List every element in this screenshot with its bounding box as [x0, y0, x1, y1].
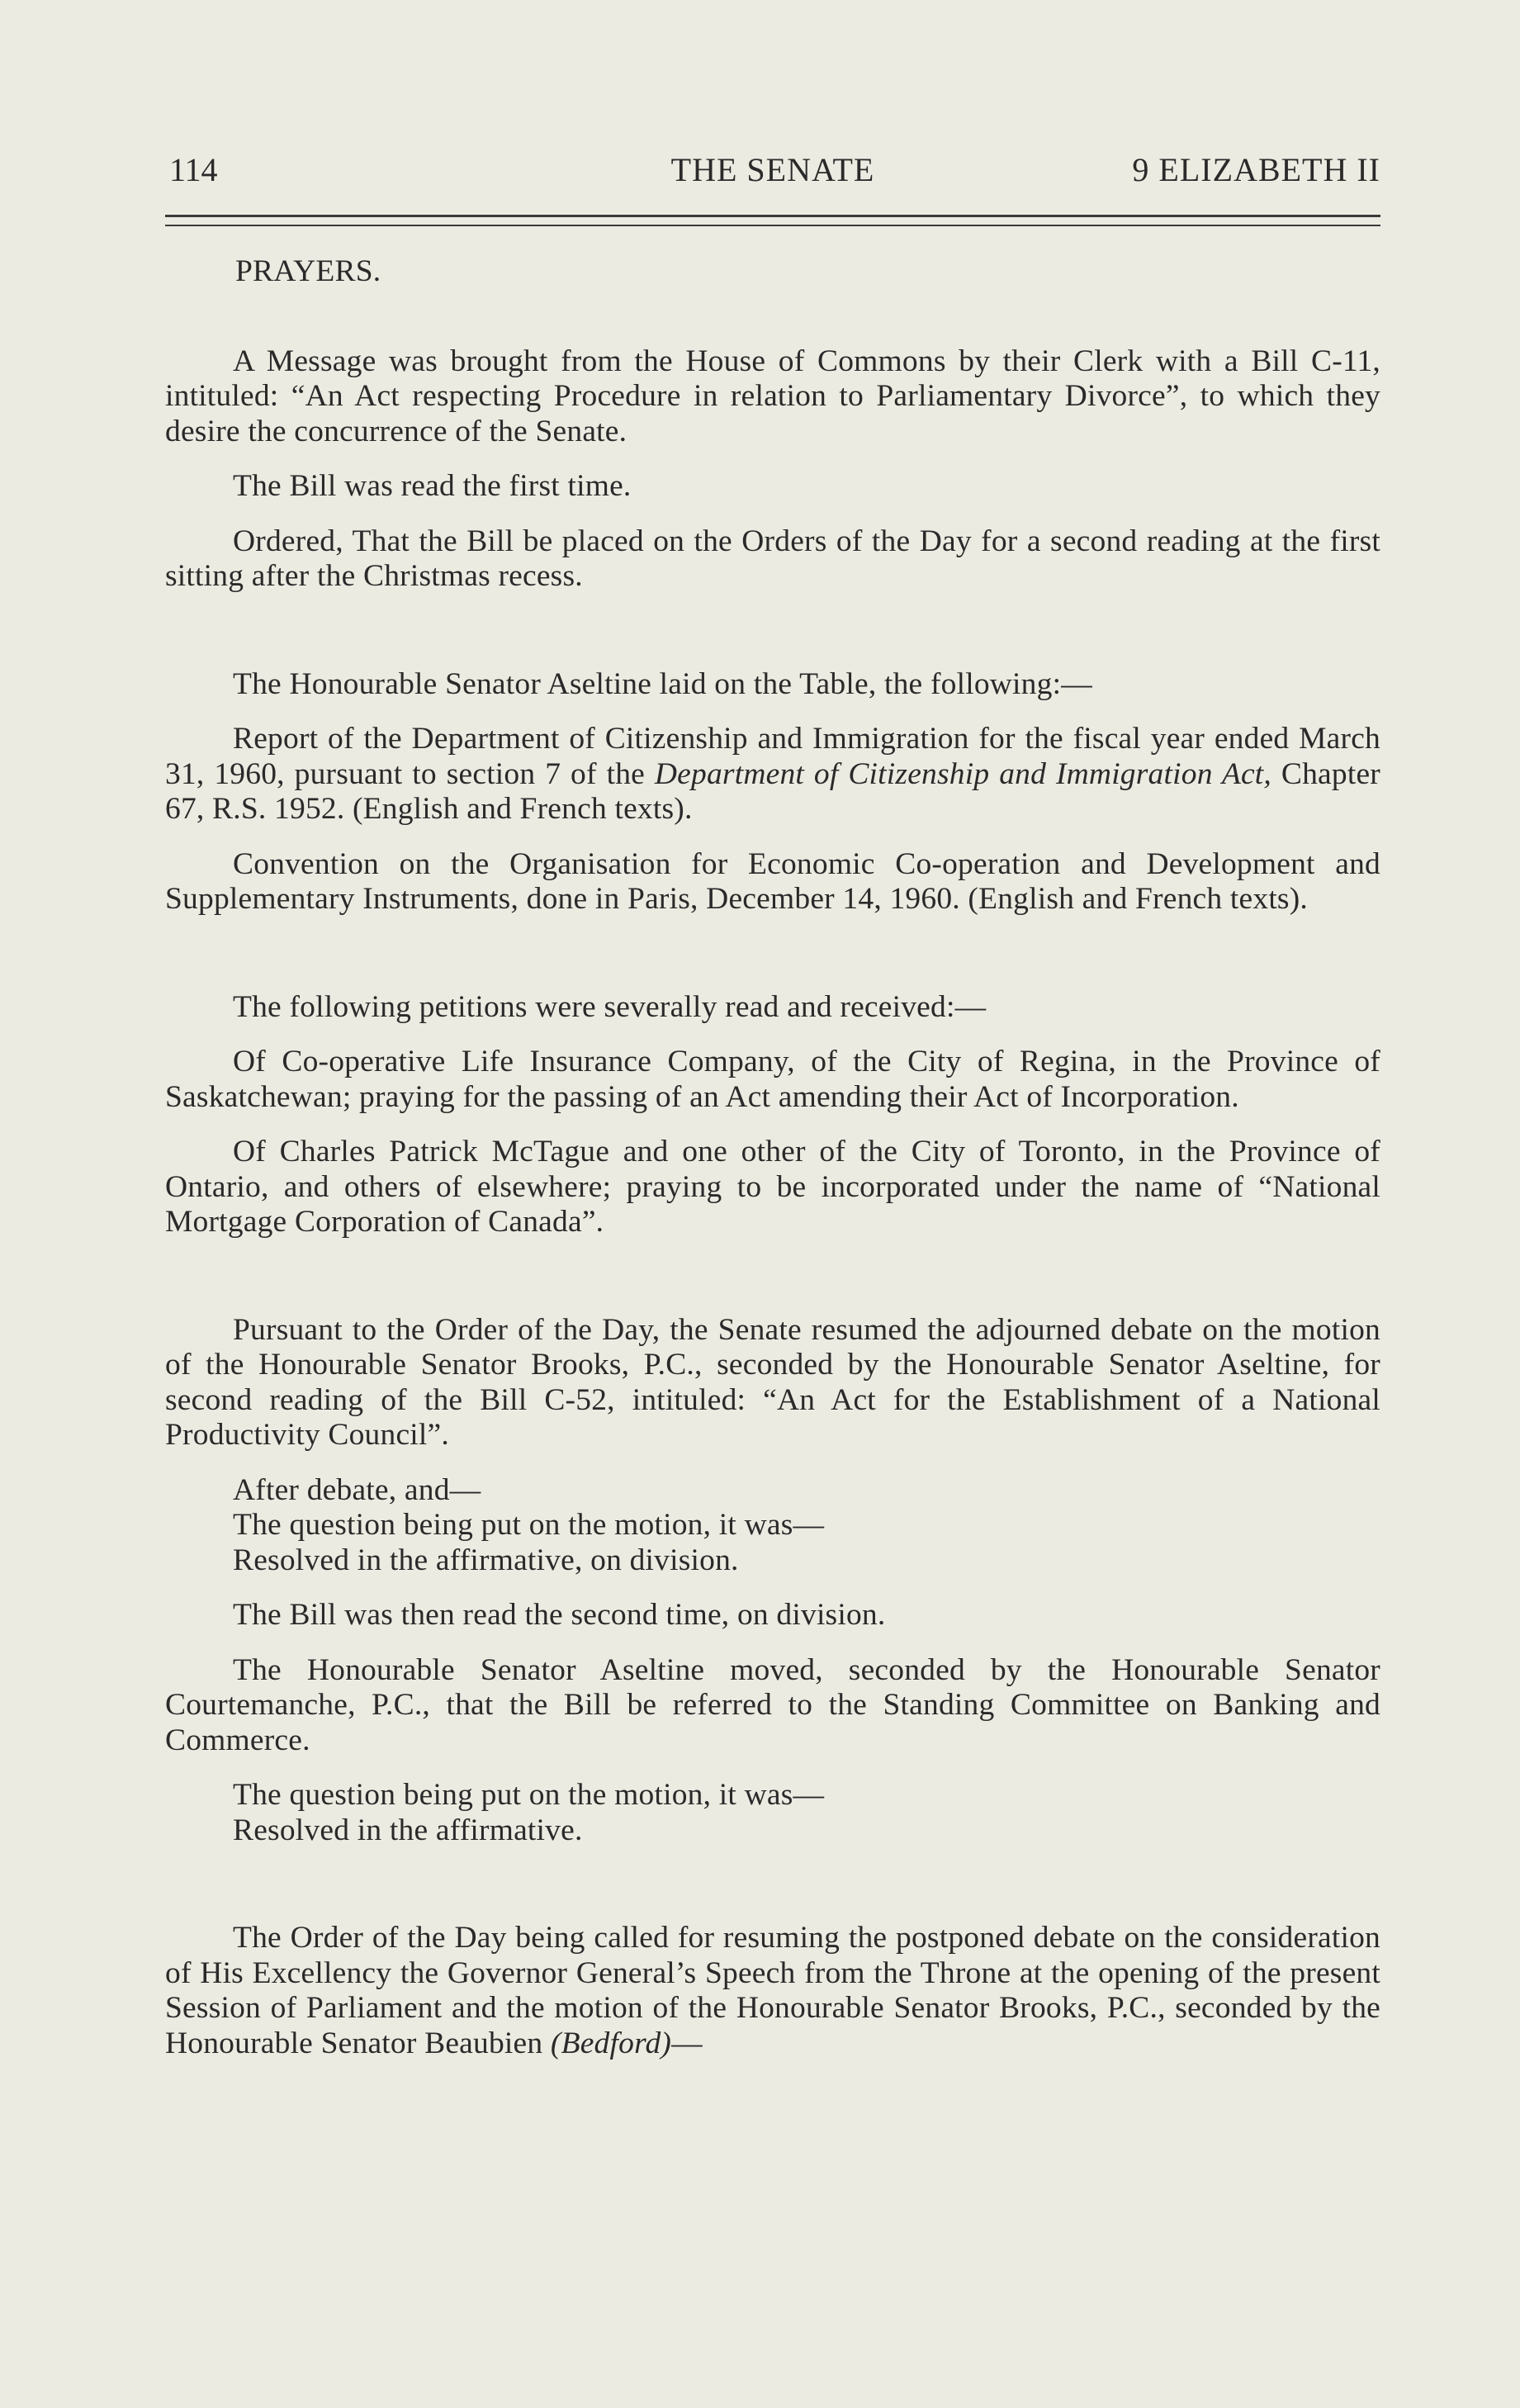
page-number: 114: [169, 151, 218, 188]
running-header: [165, 140, 1380, 198]
ordered-paragraph: Ordered, That the Bill be placed on the Orders of the Day for a second reading at the first sitting after the Christmas recess.: [165, 524, 1380, 593]
report-act-title: Department of Citizenship and Immigration Act,: [654, 756, 1271, 791]
report-text-a: Report of the Department of Citizenship and Immigration for the fiscal year ended March 31, 1960, pursuant to section 7 of the: [165, 722, 1380, 791]
header-double-rule: [165, 215, 1380, 226]
report-text-b: Chapter 67, R.S. 1952. (English and French texts).: [165, 756, 1380, 826]
petition-item: Of Co-operative Life Insurance Company, of the City of Regina, in the Province of Saskatchewan; praying for the passing of an Act amending their Act of Incorporation.: [165, 1045, 1380, 1114]
report-paragraph: [165, 722, 1380, 827]
referral-motion-paragraph: The Honourable Senator Aseltine moved, seconded by the Honourable Senator Courtemanche, P.C., that the Bill be referred to the Standing Committee on Banking and Commerce.: [165, 1652, 1380, 1757]
convention-paragraph: Convention on the Organisation for Economic Co-operation and Development and Supplementary Instruments, done in Paris, December 14, 1960. (English and French texts).: [165, 846, 1380, 916]
journal-body: [165, 254, 1380, 2061]
journal-page: [165, 140, 1380, 2061]
page-title: THE SENATE: [670, 151, 875, 188]
order-text-a: The Order of the Day being called for resuming the postponed debate on the consideration of His Excellency the Governor General’s Speech from the Throne at the opening of the present Session of Parliament and the motion of the Honourable Senator Brooks, P.C., seconded by the Honourable Senator Beaubien: [165, 1921, 1380, 2060]
question-put-line: The question being put on the motion, it was—: [233, 1778, 825, 1812]
tabled-intro: The Honourable Senator Aseltine laid on the Table, the following:—: [233, 666, 1092, 701]
after-debate-line: After debate, and—: [233, 1472, 481, 1507]
resolved-line: Resolved in the affirmative.: [233, 1813, 583, 1847]
resolved-division-line: Resolved in the affirmative, on division.: [233, 1543, 739, 1577]
prayers-heading: PRAYERS.: [235, 254, 381, 288]
petition-item: Of Charles Patrick McTague and one other of the City of Toronto, in the Province of Ontario, and others of elsewhere; praying to be incorporated under the name of “National Mortgage Corporation of Canada”.: [165, 1135, 1380, 1239]
order-riding: (Bedford): [550, 2026, 672, 2060]
second-reading-paragraph: The Bill was then read the second time, on division.: [233, 1598, 886, 1632]
question-put-line: The question being put on the motion, it was—: [233, 1508, 825, 1542]
pursuant-paragraph: Pursuant to the Order of the Day, the Senate resumed the adjourned debate on the motion of the Honourable Senator Brooks, P.C., seconded by the Honourable Senator Aseltine, for second reading of the Bill C-52, intituled: “An Act for the Establishment of a National Productivity Council”.: [165, 1312, 1380, 1452]
order-text-b: —: [671, 2026, 703, 2060]
regnal-year: 9 ELIZABETH II: [1132, 151, 1380, 188]
first-reading-paragraph: The Bill was read the first time.: [233, 469, 632, 503]
message-paragraph: A Message was brought from the House of Commons by their Clerk with a Bill C-11, intituled: “An Act respecting Procedure in relation to Parliamentary Divorce”, to which they desire the concurrence of the Senate.: [165, 344, 1380, 448]
order-of-day-paragraph: [165, 1921, 1380, 2061]
petitions-intro: The following petitions were severally read and received:—: [233, 989, 987, 1024]
